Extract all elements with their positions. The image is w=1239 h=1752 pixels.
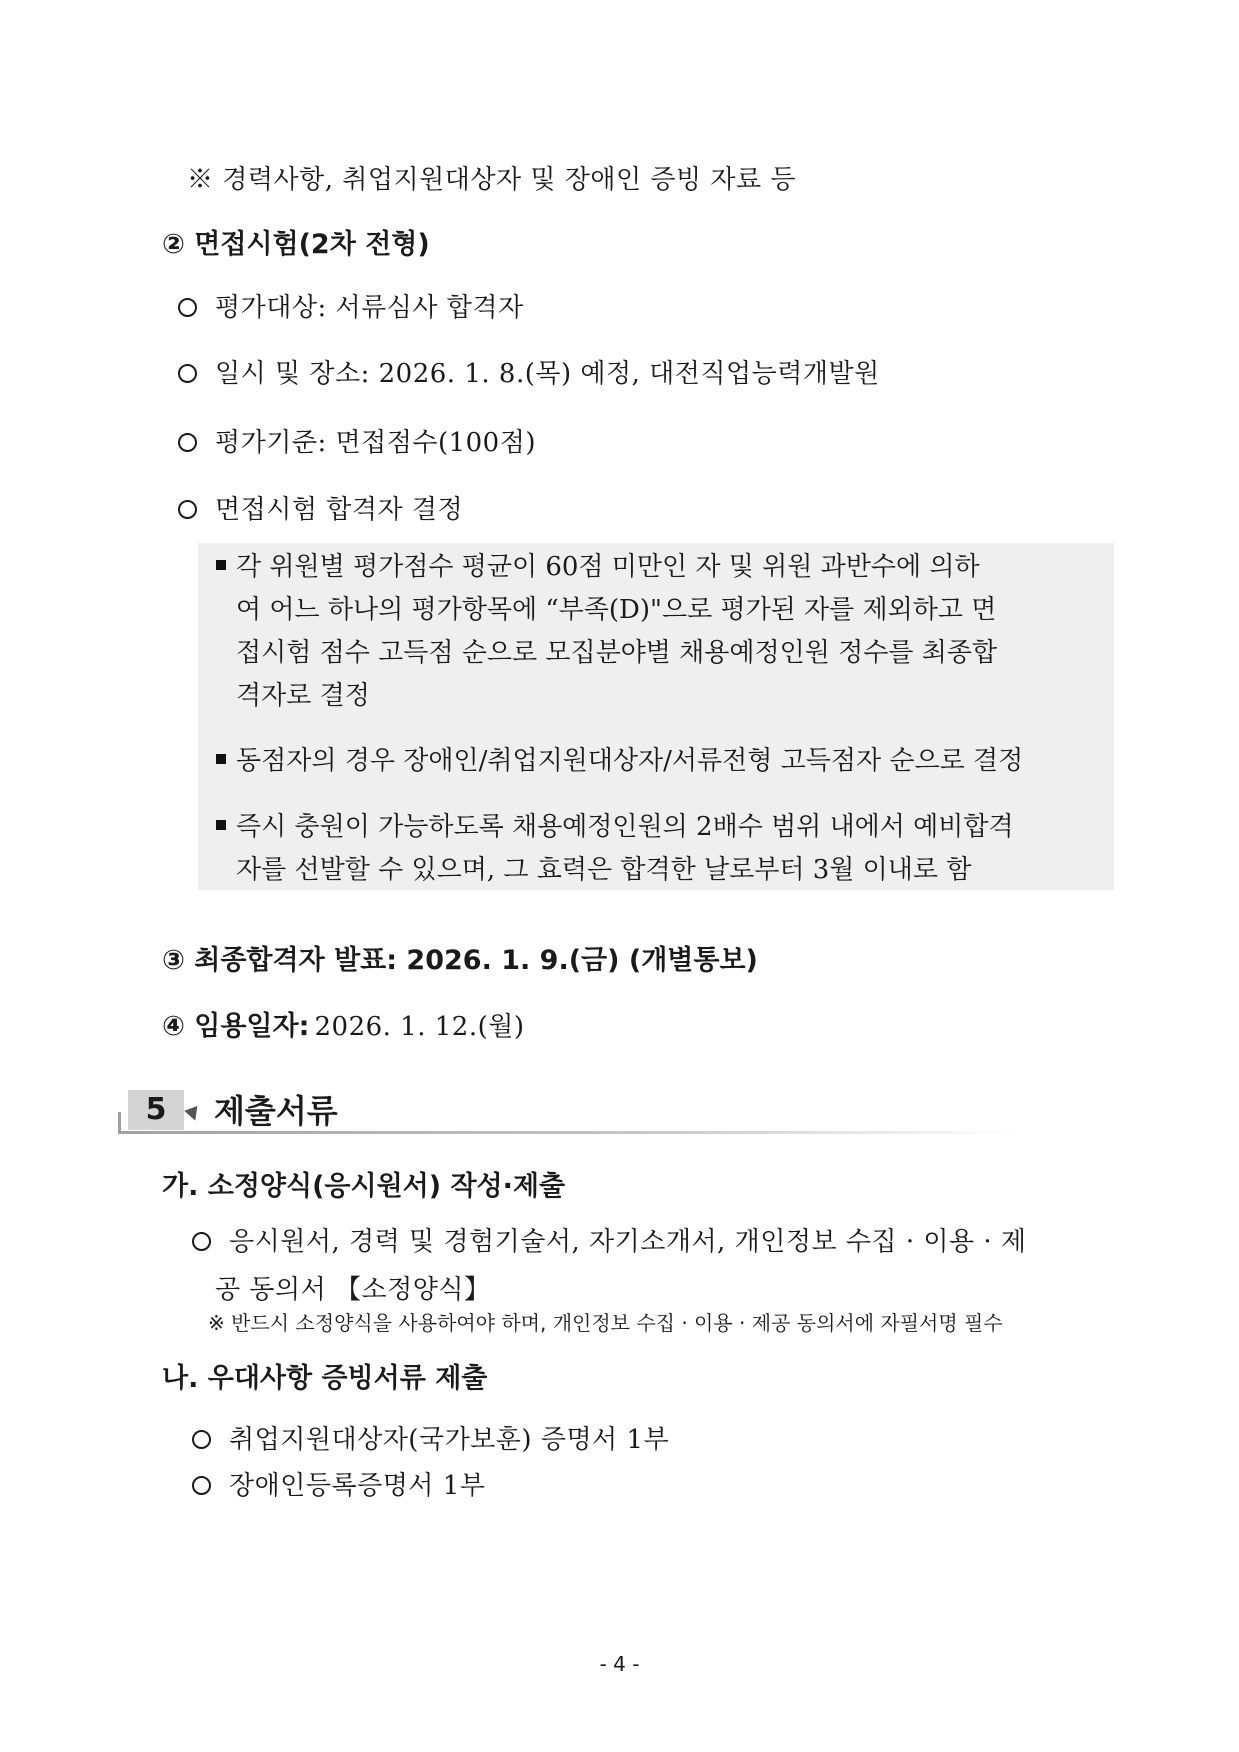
square-bullet-icon (216, 560, 226, 570)
circle-bullet-icon (178, 298, 197, 317)
page-number: - 4 - (599, 1652, 640, 1676)
list-item: 면접시험 합격자 결정 (178, 489, 463, 526)
subsection-b-heading: 나. 우대사항 증빙서류 제출 (162, 1363, 488, 1394)
circle-bullet-icon (192, 1476, 211, 1495)
list-item: 평가기준: 면접점수(100점) (178, 422, 536, 459)
list-item: 응시원서, 경력 및 경험기술서, 자기소개서, 개인정보 수집 · 이용 · 제 공 동의서 【소정양식】 (192, 1218, 1027, 1314)
circle-bullet-icon (178, 364, 197, 383)
circle-bullet-icon (192, 1232, 211, 1251)
form-note: ※ 반드시 소정양식을 사용하여야 하며, 개인정보 수집 · 이용 · 제공 동의서에 자필서명 필수 (208, 1311, 1003, 1335)
list-item: 평가대상: 서류심사 합격자 (178, 287, 524, 324)
box-bullet-2: 동점자의 경우 장애인/취업지원대상자/서류전형 고득점자 순으로 결정 (216, 740, 1023, 783)
interview-heading: ② 면접시험(2차 전형) (162, 229, 430, 260)
square-bullet-icon (216, 754, 226, 764)
circle-bullet-icon (178, 433, 197, 452)
section-title: 제출서류 (214, 1092, 338, 1130)
box-bullet-3: 즉시 충원이 가능하도록 채용예정인원의 2배수 범위 내에서 예비합격 자를 선발할 수 있으며, 그 효력은 합격한 날로부터 3월 이내로 함 (216, 806, 1014, 892)
final-announce: ③ 최종합격자 발표: 2026. 1. 9.(금) (개별통보) (162, 945, 758, 976)
list-item: 장애인등록증명서 1부 (192, 1465, 485, 1502)
box-bullet-1: 각 위원별 평가점수 평균이 60점 미만인 자 및 위원 과반수에 의하 여 어느 하나의 평가항목에 “부족(D)"으로 평가된 자를 제외하고 면 접시험 점수 고득점 순으로 모집분야별 채용예정인원 정수를 최종합 격자로 결정 (216, 546, 997, 718)
section-number-badge: 5 (128, 1090, 184, 1130)
appointment-date: ④ 임용일자: 2026. 1. 12.(월) (162, 1011, 525, 1042)
list-item: 일시 및 장소: 2026. 1. 8.(목) 예정, 대전직업능력개발원 (178, 353, 880, 390)
square-bullet-icon (216, 820, 226, 830)
top-note: ※ 경력사항, 취업지원대상자 및 장애인 증빙 자료 등 (187, 165, 796, 195)
circle-bullet-icon (192, 1430, 211, 1449)
arrow-icon (184, 1106, 202, 1123)
subsection-a-heading: 가. 소정양식(응시원서) 작성·제출 (162, 1171, 566, 1202)
list-item: 취업지원대상자(국가보훈) 증명서 1부 (192, 1419, 669, 1456)
circle-bullet-icon (178, 500, 197, 519)
